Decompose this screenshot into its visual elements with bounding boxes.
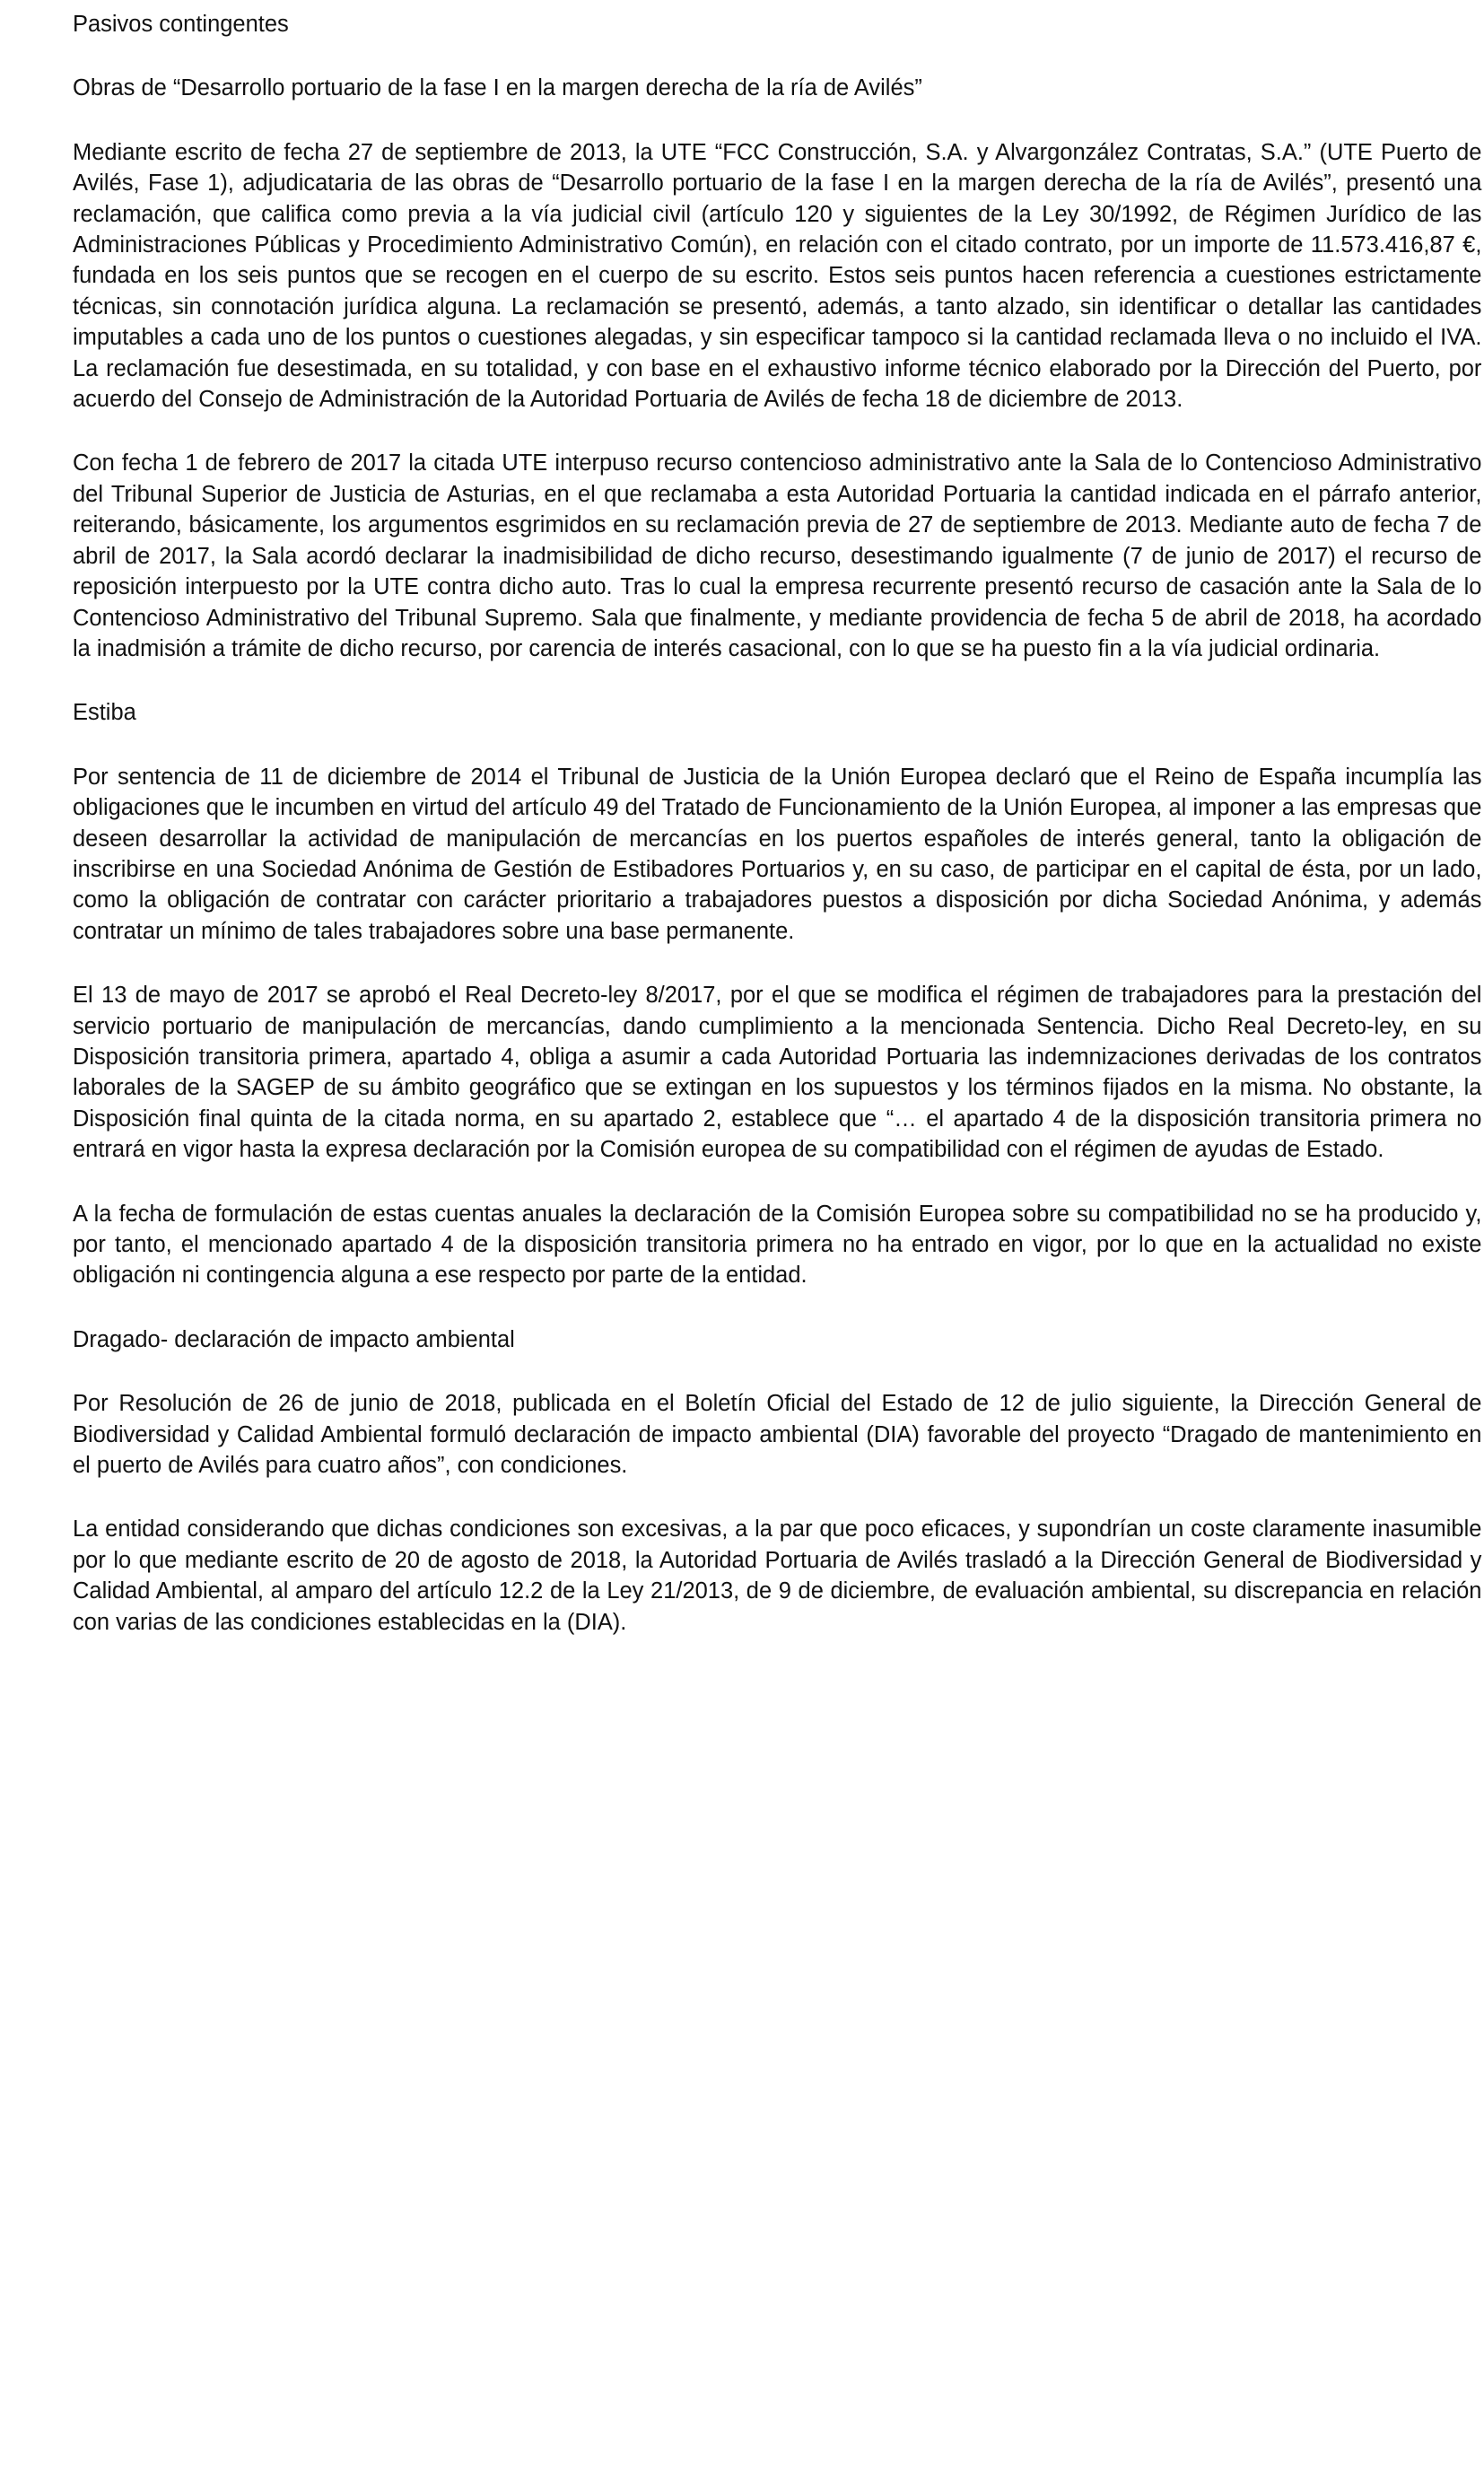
page-title: Pasivos contingentes bbox=[73, 12, 289, 37]
paragraph-real-decreto-ley: El 13 de mayo de 2017 se aprobó el Real Decreto-ley 8/2017, por el que se modifica el régimen de trabajadores para la prestación del servicio portuario de manipulación de mercancías, dando cumplimiento a la mencionada Sentencia. Dicho Real Decreto-ley, en su Disposición transitoria primera, apartado 4, obliga a asumir a cada Autoridad Portuaria las indemnizaciones derivadas de los contratos laborales de la SAGEP de su ámbito geográfico que se extingan en los supuestos y los términos fijados en la misma. No obstante, la Disposición final quinta de la citada norma, en su apartado 2, establece que “… el apartado 4 de la disposición transitoria primera no entrará en vigor hasta la expresa declaración por la Comisión europea de su compatibilidad con el régimen de ayudas de Estado. bbox=[73, 983, 1482, 1163]
section-heading-dragado: Dragado- declaración de impacto ambiental bbox=[73, 1326, 515, 1352]
paragraph-resolucion-dia: Por Resolución de 26 de junio de 2018, publicada en el Boletín Oficial del Estado de 12 de julio siguiente, la Dirección General de Biodiversidad y Calidad Ambiental formuló declaración de impacto ambiental (DIA) favorable del proyecto “Dragado de mantenimiento en el puerto de Avilés para cuatro años”, con condiciones. bbox=[73, 1391, 1482, 1479]
section-heading-estiba: Estiba bbox=[73, 700, 136, 726]
document-page bbox=[73, 0, 1484, 1638]
section-heading-obras: Obras de “Desarrollo portuario de la fase I en la margen derecha de la ría de Avilés” bbox=[73, 75, 922, 101]
paragraph-sentencia-tjue: Por sentencia de 11 de diciembre de 2014 el Tribunal de Justicia de la Unión Europea declaró que el Reino de España incumplía las obligaciones que le incumben en virtud del artículo 49 del Tratado de Funcionamiento de la Unión Europea, al imponer a las empresas que deseen desarrollar la actividad de manipulación de mercancías en los puertos españoles de interés general, tanto la obligación de inscribirse en una Sociedad Anónima de Gestión de Estibadores Portuarios y, en su caso, de participar en el capital de ésta, por un lado, como la obligación de contratar con carácter prioritario a trabajadores puestos a disposición por dicha Sociedad Anónima, y además contratar un mínimo de tales trabajadores sobre una base permanente. bbox=[73, 764, 1482, 944]
document-body bbox=[73, 9, 1481, 1638]
paragraph-comision-europea: A la fecha de formulación de estas cuentas anuales la declaración de la Comisión Europea sobre su compatibilidad no se ha producido y, por tanto, el mencionado apartado 4 de la disposición transitoria primera no ha entrado en vigor, por lo que en la actualidad no existe obligación ni contingencia alguna a ese respecto por parte de la entidad. bbox=[73, 1201, 1482, 1289]
paragraph-reclamacion-ute: Mediante escrito de fecha 27 de septiembre de 2013, la UTE “FCC Construcción, S.A. y Alvargonzález Contratas, S.A.” (UTE Puerto de Avilés, Fase 1), adjudicataria de las obras de “Desarrollo portuario de la fase I en la margen derecha de la ría de Avilés”, presentó una reclamación, que califica como previa a la vía judicial civil (artículo 120 y siguientes de la Ley 30/1992, de Régimen Jurídico de las Administraciones Públicas y Procedimiento Administrativo Común), en relación con el citado contrato, por un importe de 11.573.416,87 €, fundada en los seis puntos que se recogen en el cuerpo de su escrito. Estos seis puntos hacen referencia a cuestiones estrictamente técnicas, sin connotación jurídica alguna. La reclamación se presentó, además, a tanto alzado, sin identificar o detallar las cantidades imputables a cada uno de los puntos o cuestiones alegadas, y sin especificar tampoco si la cantidad reclamada lleva o no incluido el IVA. La reclamación fue desestimada, en su totalidad, y con base en el exhaustivo informe técnico elaborado por la Dirección del Puerto, por acuerdo del Consejo de Administración de la Autoridad Portuaria de Avilés de fecha 18 de diciembre de 2013. bbox=[73, 139, 1482, 413]
paragraph-discrepancia-dia: La entidad considerando que dichas condiciones son excesivas, a la par que poco eficaces, y supondrían un coste claramente inasumible por lo que mediante escrito de 20 de agosto de 2018, la Autoridad Portuaria de Avilés trasladó a la Dirección General de Biodiversidad y Calidad Ambiental, al amparo del artículo 12.2 de la Ley 21/2013, de 9 de diciembre, de evaluación ambiental, su discrepancia en relación con varias de las condiciones establecidas en la (DIA). bbox=[73, 1516, 1482, 1635]
paragraph-recurso-contencioso: Con fecha 1 de febrero de 2017 la citada UTE interpuso recurso contencioso administrativo ante la Sala de lo Contencioso Administrativo del Tribunal Superior de Justicia de Asturias, en el que reclamaba a esta Autoridad Portuaria la cantidad indicada en el párrafo anterior, reiterando, básicamente, los argumentos esgrimidos en su reclamación previa de 27 de septiembre de 2013. Mediante auto de fecha 7 de abril de 2017, la Sala acordó declarar la inadmisibilidad de dicho recurso, desestimando igualmente (7 de junio de 2017) el recurso de reposición interpuesto por la UTE contra dicho auto. Tras lo cual la empresa recurrente presentó recurso de casación ante la Sala de lo Contencioso Administrativo del Tribunal Supremo. Sala que finalmente, y mediante providencia de fecha 5 de abril de 2018, ha acordado la inadmisión a trámite de dicho recurso, por carencia de interés casacional, con lo que se ha puesto fin a la vía judicial ordinaria. bbox=[73, 450, 1482, 661]
